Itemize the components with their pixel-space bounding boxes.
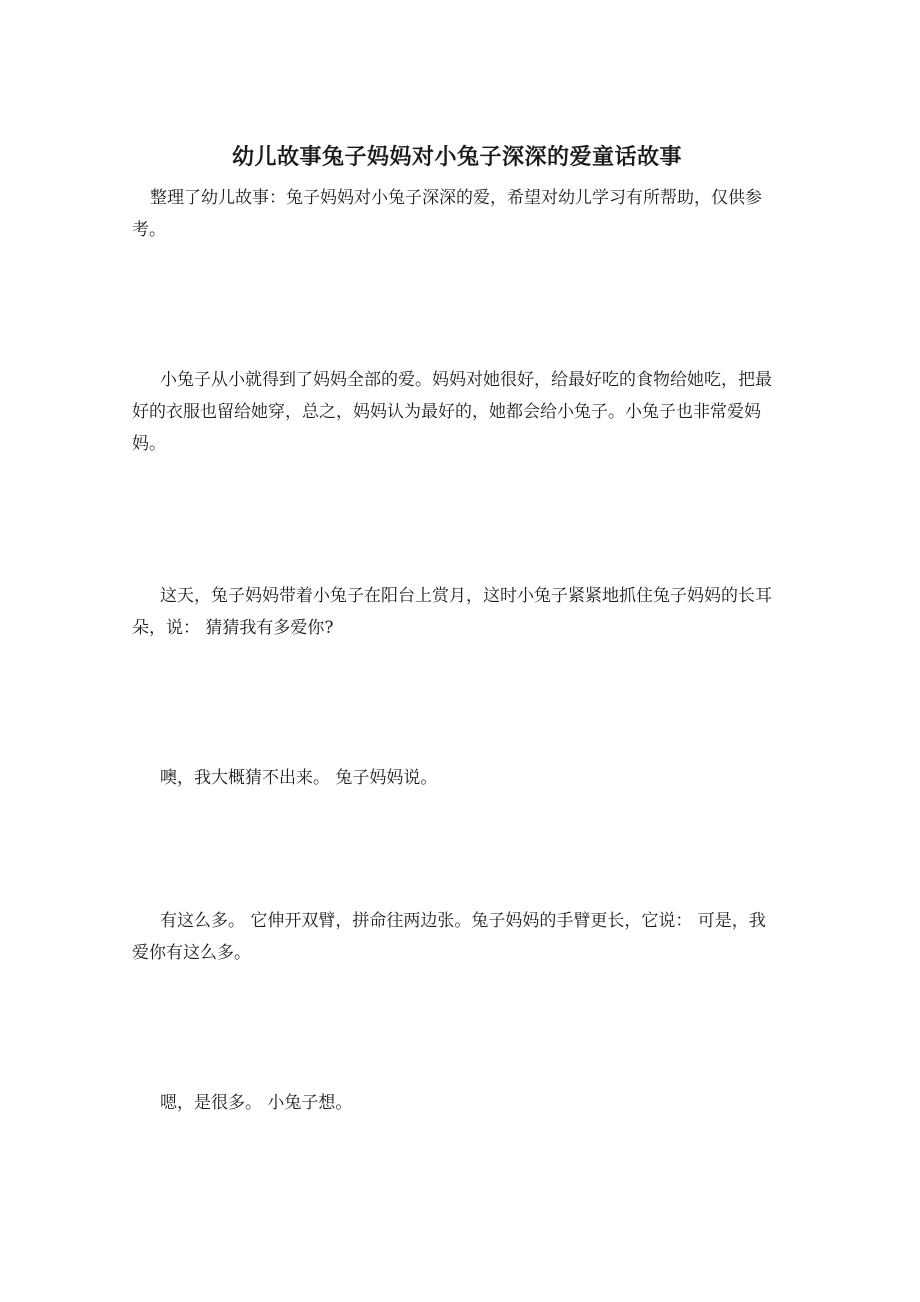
story-paragraph: 噢，我大概猜不出来。 兔子妈妈说。 <box>160 768 438 788</box>
intro-paragraph: 整理了幼儿故事：兔子妈妈对小兔子深深的爱，希望对幼儿学习有所帮助，仅供参考。 <box>132 188 762 240</box>
story-paragraph: 有这么多。 它伸开双臂，拼命往两边张。兔子妈妈的手臂更长，它说： 可是，我爱你有这么多。 <box>132 911 766 963</box>
story-paragraph: 这天，兔子妈妈带着小兔子在阳台上赏月，这时小兔子紧紧地抓住兔子妈妈的长耳朵，说： 猜猜我有多爱你? <box>132 586 772 638</box>
story-paragraph: 小兔子从小就得到了妈妈全部的爱。妈妈对她很好，给最好吃的食物给她吃，把最好的衣服也留给她穿，总之，妈妈认为最好的，她都会给小兔子。小兔子也非常爱妈妈。 <box>132 370 772 454</box>
story-paragraph: 嗯，是很多。 小兔子想。 <box>160 1093 353 1113</box>
document-title: 幼儿故事兔子妈妈对小兔子深深的爱童话故事 <box>231 144 682 170</box>
